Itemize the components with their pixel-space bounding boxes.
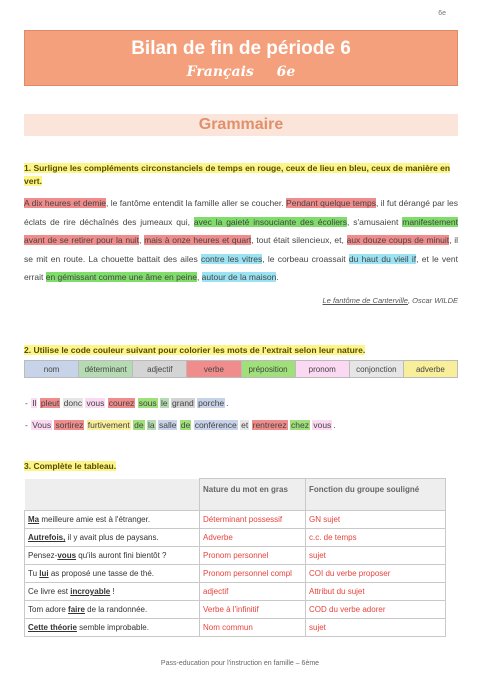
fonction-cell: Attribut du sujet — [306, 583, 446, 601]
fonction-cell: COD du verbe adorer — [306, 601, 446, 619]
colored-word: Vous — [32, 420, 52, 430]
target-word: Ma — [28, 515, 40, 524]
highlighted-complement: autour de la maison — [201, 272, 277, 282]
table-header-blank — [25, 479, 200, 511]
colored-word: courez — [108, 398, 135, 408]
page-subtitle: Français 6e — [186, 64, 296, 80]
highlighted-complement: du haut du vieil if — [348, 253, 417, 264]
highlighted-complement: Pendant quelque temps — [286, 198, 376, 208]
extract-text: , le corbeau croassait — [262, 253, 349, 264]
page-title: Bilan de fin de période 6 — [131, 38, 351, 59]
highlighted-complement: manifestement — [402, 216, 458, 227]
colored-word: porche — [198, 398, 225, 408]
sentence-cell: Tom adore faire de la randonnée. — [25, 601, 200, 619]
table-row — [25, 511, 446, 529]
nature-cell: adjectif — [200, 583, 306, 601]
colored-word: . — [226, 398, 229, 408]
colored-word: la — [148, 420, 155, 430]
highlighted-complement: aux douze coups de minuit — [346, 235, 450, 245]
colored-word: - — [25, 398, 31, 408]
fonction-cell: sujet — [306, 547, 446, 565]
extract-text: , tout était silencieux, et, — [251, 235, 347, 245]
extract-text: , s'amusaient — [347, 216, 403, 227]
nature-cell: Nom commun — [200, 619, 306, 637]
colored-word: vous — [86, 398, 105, 408]
legend-item: préposition — [242, 361, 296, 377]
extract-paragraph — [24, 194, 458, 287]
highlighted-complement: mais à onze heures et quart — [144, 235, 252, 245]
legend-item: déterminant — [79, 361, 133, 377]
legend-item: adverbe — [404, 361, 457, 377]
nature-cell: Déterminant possessif — [200, 511, 306, 529]
extract-text: . — [276, 272, 279, 282]
colored-word: de — [134, 420, 144, 430]
sentence-cell: Cette théorie semble improbable. — [25, 619, 200, 637]
nature-cell: Pronom personnel compl — [200, 565, 306, 583]
target-word: lui — [39, 569, 49, 578]
colored-word: sous — [138, 398, 157, 408]
sentence-cell: Autrefois, il y avait plus de paysans. — [25, 529, 200, 547]
colored-word: pleut — [40, 398, 60, 408]
table-header-nature: Nature du mot en gras — [200, 479, 306, 511]
page-footer: Pass-education pour l'instruction en famille – 6ème — [160, 660, 320, 667]
colored-word: donc — [63, 398, 83, 408]
colored-word: de — [180, 420, 191, 430]
table-header-row — [25, 479, 446, 511]
highlighted-complement: contre les vitres — [200, 253, 263, 264]
sentence-cell: Tu lui as proposé une tasse de thé. — [25, 565, 200, 583]
extract-text: , — [139, 235, 145, 245]
extract-text: , il se mit en route. La chouette battait des ailes — [24, 235, 458, 264]
colored-word: furtivement — [87, 420, 130, 430]
extract-source — [24, 296, 458, 305]
highlighted-complement: A dix heures et demie — [24, 198, 106, 208]
title-banner — [24, 30, 458, 86]
question-1-text: 1. Surligne les compléments circonstanciels de temps en rouge, ceux de lieu en bleu, ceux de manière en vert. — [24, 163, 451, 186]
question-3-title — [24, 460, 458, 473]
table-row — [25, 547, 446, 565]
fonction-cell: sujet — [306, 619, 446, 637]
extract-text: , il fut dérangé par les éclats de rire déchaînés des jumeaux qui, — [24, 198, 458, 227]
highlighted-complement: en gémissant comme une âme en peine — [45, 272, 197, 282]
colored-word: sortirez — [55, 420, 84, 430]
sentence-cell: Ce livre est incroyable ! — [25, 583, 200, 601]
table-row — [25, 565, 446, 583]
table-row — [25, 529, 446, 547]
question-2-text: 2. Utilise le code couleur suivant pour colorier les mots de l'extrait selon leur nature. — [24, 345, 366, 355]
sentence-2 — [24, 420, 458, 430]
legend-item: verbe — [187, 361, 241, 377]
question-1-title — [24, 162, 458, 188]
target-word: faire — [68, 605, 85, 614]
question-3-text: 3. Complète le tableau. — [24, 461, 117, 471]
target-word: incroyable — [70, 587, 111, 596]
sentence-1 — [24, 398, 458, 408]
colored-word: . — [333, 420, 336, 430]
table-header-fonction: Fonction du groupe souligné — [306, 479, 446, 511]
color-legend — [24, 360, 458, 378]
target-word: Autrefois, — [28, 533, 66, 542]
highlighted-complement: avant de se retirer pour la nuit — [24, 235, 140, 245]
colored-word: Il — [32, 398, 37, 408]
target-word: Cette théorie — [28, 623, 77, 632]
colored-word: grand — [172, 398, 194, 408]
source-title: Le fantôme de Canterville — [322, 296, 408, 305]
fonction-cell: COI du verbe proposer — [306, 565, 446, 583]
legend-item: conjonction — [350, 361, 404, 377]
section-title: Grammaire — [198, 116, 284, 133]
extract-text: , — [196, 272, 202, 282]
colored-word: salle — [159, 420, 177, 430]
colored-word: vous — [313, 420, 332, 430]
colored-word: conférence — [194, 420, 237, 430]
sentence-cell: Pensez-vous qu'ils auront fini bientôt ? — [25, 547, 200, 565]
fonction-cell: GN sujet — [306, 511, 446, 529]
colored-word: le — [161, 398, 168, 408]
colored-word: et — [241, 420, 249, 430]
question-2-title — [24, 344, 458, 357]
table-row — [25, 601, 446, 619]
highlighted-complement: avec la gaieté insouciante des écoliers — [193, 216, 348, 227]
nature-cell: Adverbe — [200, 529, 306, 547]
section-header — [24, 114, 458, 136]
target-word: vous — [57, 551, 77, 560]
sentence-cell: Ma meilleure amie est à l'étranger. — [25, 511, 200, 529]
nature-cell: Pronom personnel — [200, 547, 306, 565]
table-row — [25, 619, 446, 637]
level-tag: 6e — [438, 10, 446, 17]
grammar-table — [24, 478, 446, 637]
colored-word: chez — [291, 420, 309, 430]
legend-item: pronom — [296, 361, 350, 377]
source-author: , Oscar WILDE — [407, 296, 458, 305]
colored-word: rentrerez — [252, 420, 287, 430]
legend-item: nom — [25, 361, 79, 377]
table-row — [25, 583, 446, 601]
extract-text: , et le vent errait — [24, 253, 458, 282]
extract-text: , le fantôme entendit la famille aller se coucher. — [105, 198, 287, 208]
fonction-cell: c.c. de temps — [306, 529, 446, 547]
legend-item: adjectif — [133, 361, 187, 377]
nature-cell: Verbe à l'infinitif — [200, 601, 306, 619]
colored-word: - — [25, 420, 31, 430]
